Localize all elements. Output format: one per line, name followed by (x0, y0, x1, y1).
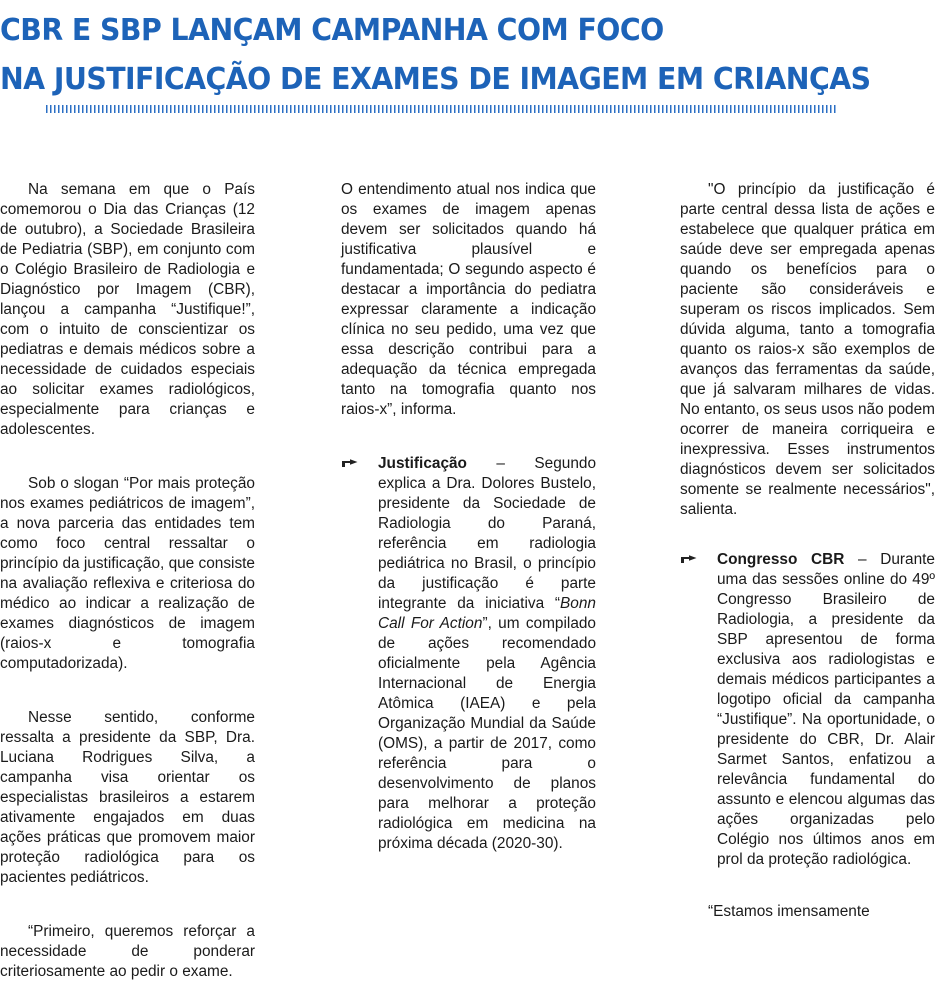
headline-line-1: CBR E SBP LANÇAM CAMPANHA COM FOCO (0, 13, 664, 48)
pointing-hand-icon (341, 454, 361, 474)
paragraph: Sob o slogan “Por mais proteção nos exames pediátricos de imagem”, a nova parceria das entidades tem como foco central ressaltar o princípio da justificação, que consiste na avaliação reflexiva e criteriosa do médico ao indicar a realização de exames diagnósticos de imagem (raios-x e tomografia computadorizada). (0, 475, 255, 672)
paragraph: “Primeiro, queremos reforçar a necessidade de ponderar criteriosamente ao pedir o exame. (0, 923, 255, 980)
paragraph: Nesse sentido, conforme ressalta a presidente da SBP, Dra. Luciana Rodrigues Silva, a campanha visa orientar os especialistas brasileiros a estarem ativamente engajados em duas ações práticas que promovem maior proteção radiológica para os pacientes pediátricos. (0, 709, 255, 886)
bullet-lead: Justificação (378, 455, 467, 472)
bullet-justificacao (341, 454, 596, 854)
bullet-congresso (680, 550, 935, 870)
bullet-text: – Segundo explica a Dra. Dolores Bustelo, presidente da Sociedade de Radiologia do Paraná, referência em radiologia pediátrica no Brasil, o princípio da justificação é parte integrante da iniciativa “ (378, 455, 596, 612)
article-column-1 (0, 180, 255, 982)
headline-line-2: NA JUSTIFICAÇÃO DE EXAMES DE IMAGEM EM CRIANÇAS (0, 62, 871, 97)
paragraph: O entendimento atual nos indica que os exames de imagem apenas devem ser solicitados quando há justificativa plausível e fundamentada; O segundo aspecto é destacar a importância do pediatra expressar claramente a indicação clínica no seu pedido, uma vez que essa descrição contribui para a adequação da técnica empregada tanto na tomografia quanto nos raios-x”, informa. (341, 181, 596, 418)
bullet-italic-text: Bonn Call For Action (378, 595, 596, 632)
bullet-lead: Congresso CBR (717, 551, 845, 568)
paragraph: "O princípio da justificação é parte central dessa lista de ações e estabelece que qualquer prática em saúde deve ser empregada apenas quando os benefícios para o paciente são consideráveis e superam os riscos implicados. Sem dúvida alguma, tanto a tomografia quanto os raios-x são exemplos de avanços das ferramentas da saúde, que já salvaram milhares de vidas. No entanto, os seus usos não podem ocorrer de maneira corriqueira e inexpressiva. Esses instrumentos diagnósticos devem ser solicitados somente se realmente necessários", salienta. (680, 181, 935, 518)
bullet-text: – Durante uma das sessões online do 49º Congresso Brasileiro de Radiologia, a presidente da SBP apresentou de forma exclusiva aos radiologistas e demais médicos participantes a logotipo oficial da campanha “Justifique”. Na oportunidade, o presidente do CBR, Dr. Alair Sarmet Santos, enfatizou a relevância fundamental do assunto e elencou algumas das ações organizadas pelo Colégio nos últimos anos em prol da proteção radiológica. (717, 551, 935, 868)
bullet-text: ”, um compilado de ações recomendado oficialmente pela Agência Internacional de Energia Atômica (IAEA) e pela Organização Mundial da Saúde (OMS), a partir de 2017, como referência para o desenvolvimento de planos para melhorar a proteção radiológica em medicina na próxima década (2020-30). (378, 615, 596, 852)
paragraph: Na semana em que o País comemorou o Dia das Crianças (12 de outubro), a Sociedade Brasileira de Pediatria (SBP), em conjunto com o Colégio Brasileiro de Radiologia e Diagnóstico por Imagem (CBR), lançou a campanha “Justifique!”, com o intuito de conscientizar os pediatras e demais médicos sobre a necessidade de cuidados especiais ao solicitar exames radiológicos, especialmente para crianças e adolescentes. (0, 181, 255, 438)
pointing-hand-icon (680, 550, 700, 570)
article-column-2 (341, 180, 596, 854)
article-headline (0, 6, 870, 104)
article-column-3 (680, 180, 935, 922)
paragraph: “Estamos imensamente (708, 903, 870, 920)
headline-divider (46, 105, 838, 113)
